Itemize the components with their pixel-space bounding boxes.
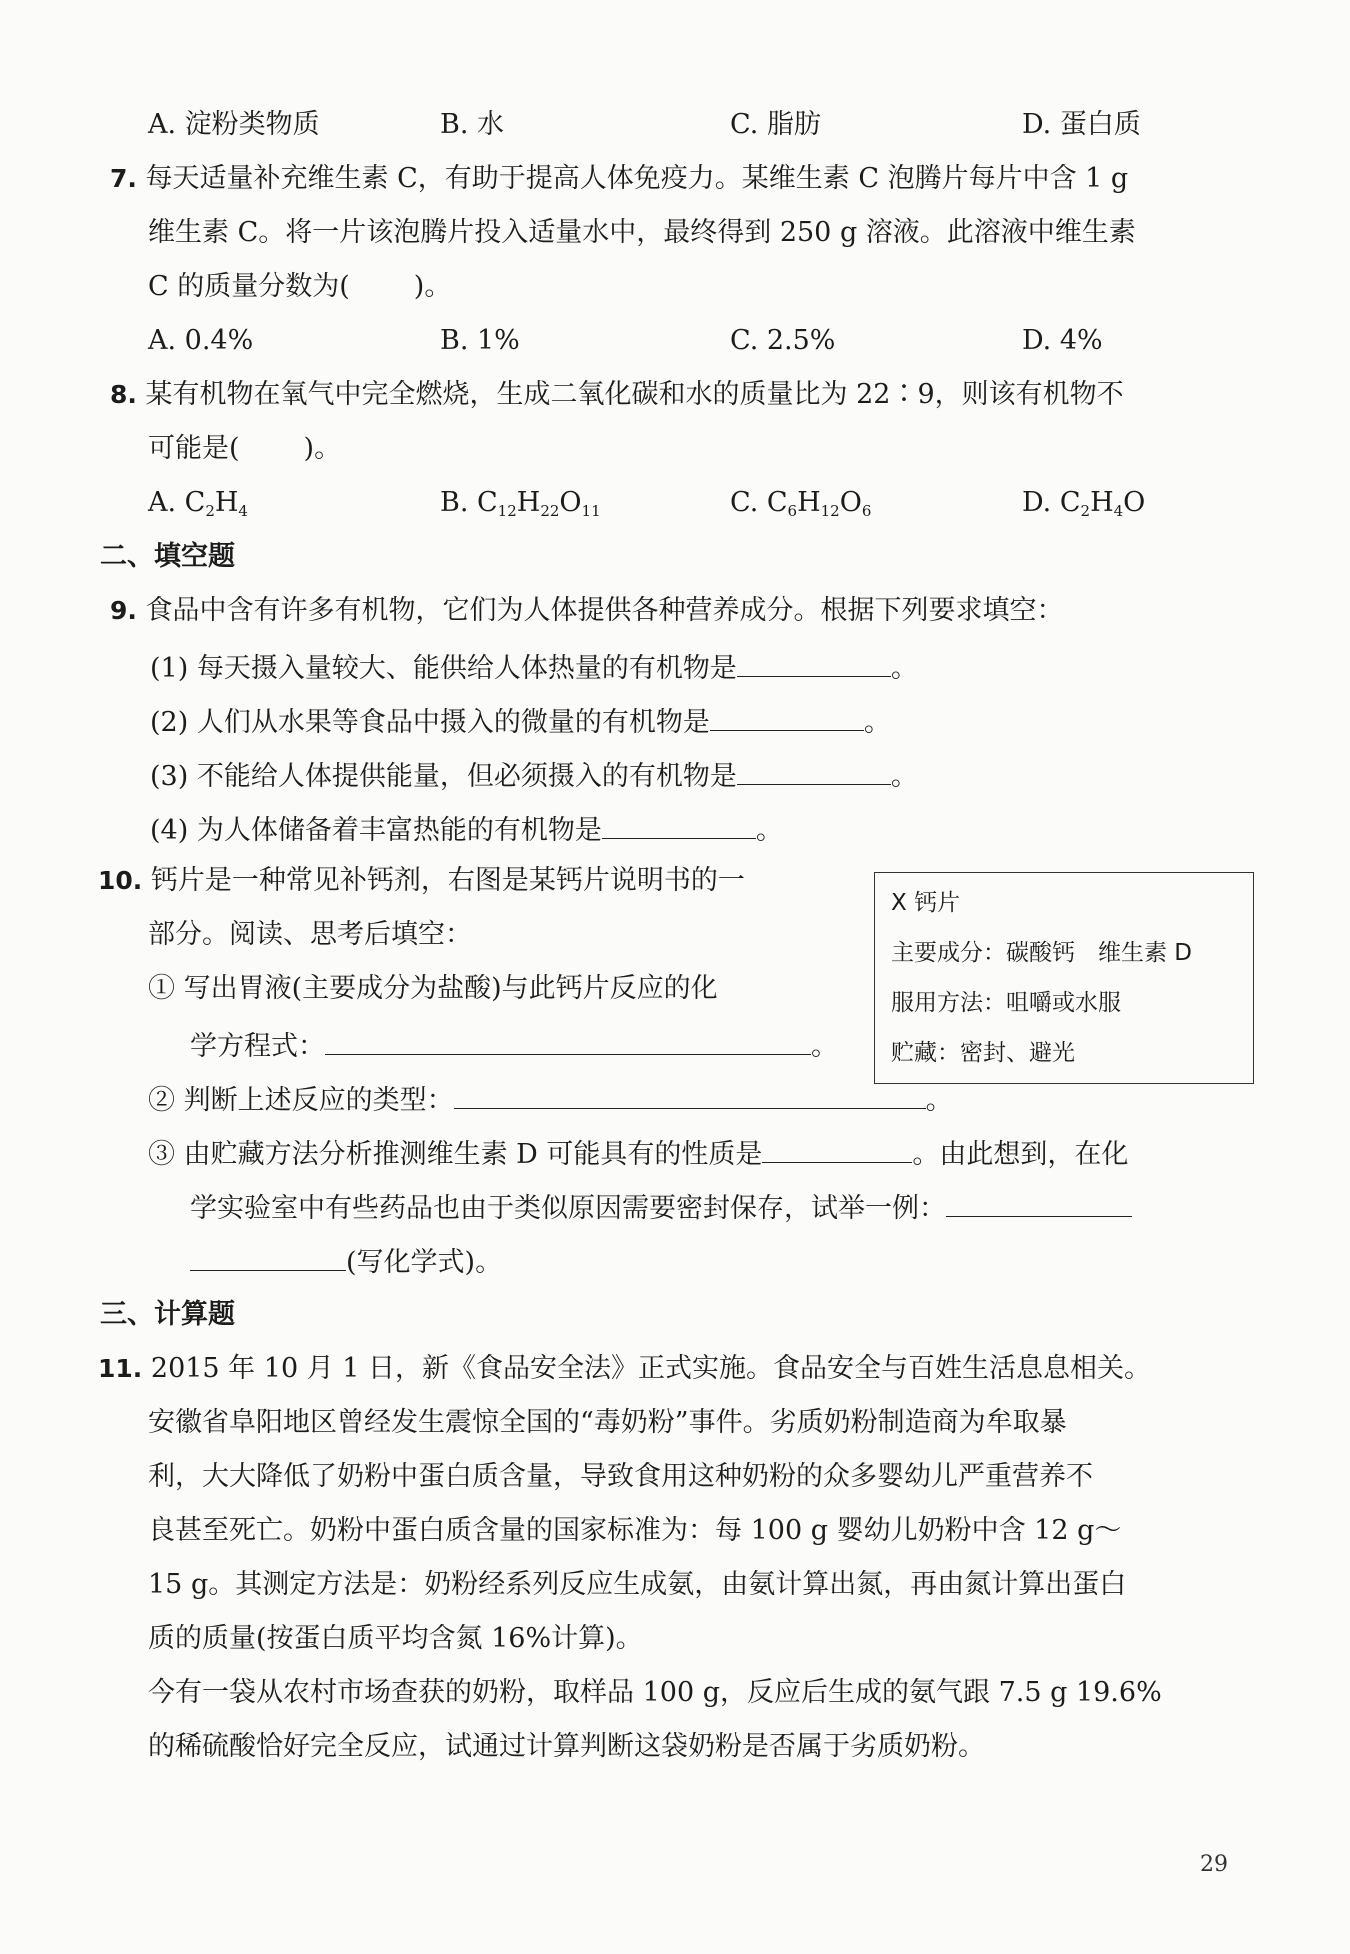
q10-item-3-text: 由贮藏方法分析推测维生素 D 可能具有的性质是 [183, 1139, 763, 1170]
q9-item-1: (1) 每天摄入量较大、能供给人体热量的有机物是 。 [150, 646, 918, 688]
box-title: X 钙片 [891, 890, 961, 916]
q10-property-blank[interactable] [762, 1132, 912, 1163]
q10-item-1-line2: 学方程式： 。 [190, 1024, 838, 1066]
q9-item-4-text: 为人体储备着丰富热能的有机物是 [196, 815, 602, 846]
q7-number: 7. [110, 164, 137, 193]
q11-text-line5: 15 g。其测定方法是：奶粉经系列反应生成氨，由氨计算出氮，再由氮计算出蛋白 [148, 1569, 1127, 1600]
q9-item-3-blank[interactable] [737, 754, 891, 785]
q9-item-4-label: (4) [150, 815, 189, 846]
q9-item-2: (2) 人们从水果等食品中摄入的微量的有机物是 。 [150, 700, 891, 742]
q7-text-line1: 每天适量补充维生素 C，有助于提高人体免疫力。某维生素 C 泡腾片每片中含 1 g [145, 163, 1129, 194]
q9-item-2-blank[interactable] [710, 700, 864, 731]
q8-option-b: B. $C_{12}H_{22}O_{11}$ [440, 487, 601, 520]
q8-text-line1: 某有机物在氧气中完全燃烧，生成二氧化碳和水的质量比为 22∶9，则该有机物不 [145, 379, 1124, 410]
q7-option-c: C. 2.5% [730, 325, 836, 356]
q8-number: 8. [110, 380, 137, 409]
q9-item-3: (3) 不能给人体提供能量，但必须摄入的有机物是 。 [150, 754, 918, 796]
q11-text-line8: 的稀硫酸恰好完全反应，试通过计算判断这袋奶粉是否属于劣质奶粉。 [148, 1731, 985, 1762]
q9-item-2-text: 人们从水果等食品中摄入的微量的有机物是 [196, 707, 710, 738]
q9-item-1-text: 每天摄入量较大、能供给人体热量的有机物是 [196, 653, 737, 684]
section-heading-calculation: 三、计算题 [100, 1299, 235, 1330]
q10-example-blank-a[interactable] [946, 1186, 1132, 1217]
q8-option-c: C. $C_6H_{12}O_6$ [730, 487, 872, 520]
q10-item-3-line1: ③ 由贮藏方法分析推测维生素 D 可能具有的性质是 。由此想到，在化 [148, 1132, 1128, 1174]
q7-line3 [148, 268, 451, 306]
q6-option-d: D. 蛋白质 [1022, 109, 1141, 140]
q11-text-line4: 良甚至死亡。奶粉中蛋白质含量的国家标准为：每 100 g 婴幼儿奶粉中含 12 g～ [148, 1515, 1122, 1546]
section-heading-fill-blank: 二、填空题 [100, 541, 235, 572]
q10-item-1-text: 写出胃液(主要成分为盐酸)与此钙片反应的化 [183, 973, 718, 1004]
q9-item-1-label: (1) [150, 653, 189, 684]
q11-text-line3: 利，大大降低了奶粉中蛋白质含量，导致食用这种奶粉的众多婴幼儿严重营养不 [148, 1461, 1093, 1492]
q10-item-2-text: 判断上述反应的类型： [183, 1085, 454, 1116]
q10-text-line1: 钙片是一种常见补钙剂，右图是某钙片说明书的一 [150, 865, 745, 896]
q8-text-line2a: 可能是( [148, 433, 240, 464]
box-ingredients: 主要成分：碳酸钙 维生素 D [891, 940, 1193, 966]
q8-option-d: D. $C_2H_4O$ [1022, 487, 1146, 520]
q10-item-2: ② 判断上述反应的类型： 。 [148, 1078, 953, 1120]
q10-item-1-label: ① [148, 973, 175, 1004]
q9-item-2-label: (2) [150, 707, 189, 738]
q7-option-a: A. 0.4% [148, 325, 254, 356]
q10-example-blank-b[interactable] [190, 1240, 346, 1271]
q10-item-3-line2: 学实验室中有些药品也由于类似原因需要密封保存，试举一例： [190, 1186, 1132, 1228]
q7-option-d: D. 4% [1022, 325, 1103, 356]
q7-line1 [110, 160, 1128, 198]
q10-item-1-line1 [148, 970, 718, 1008]
page-number: 29 [1200, 1852, 1228, 1877]
q11-line1 [98, 1350, 1151, 1388]
q10-item-3-label: ③ [148, 1139, 175, 1170]
q10-text-line2: 部分。阅读、思考后填空： [148, 919, 472, 950]
q6-option-b: B. 水 [440, 109, 505, 140]
q7-option-b: B. 1% [440, 325, 520, 356]
q11-text-line2: 安徽省阜阳地区曾经发生震惊全国的“毒奶粉”事件。劣质奶粉制造商为牟取暴 [148, 1407, 1067, 1438]
q9-stem [110, 592, 1064, 630]
box-storage: 贮藏：密封、避光 [891, 1040, 1075, 1066]
q9-item-3-text: 不能给人体提供能量，但必须摄入的有机物是 [196, 761, 737, 792]
q9-item-3-label: (3) [150, 761, 189, 792]
q9-item-1-blank[interactable] [737, 646, 891, 677]
q10-item-2-label: ② [148, 1085, 175, 1116]
q8-option-a: A. $C_2H_4$ [148, 487, 248, 520]
q11-number: 11. [98, 1354, 143, 1383]
q10-line1 [98, 862, 745, 900]
q9-number: 9. [110, 596, 137, 625]
q11-text-line6: 质的质量(按蛋白质平均含氮 16%计算)。 [148, 1623, 643, 1654]
q8-line1 [110, 376, 1124, 414]
box-usage: 服用方法：咀嚼或水服 [891, 990, 1121, 1016]
q8-text-line2b: )。 [303, 433, 342, 464]
q10-number: 10. [98, 866, 143, 895]
q10-item-3-line3: (写化学式)。 [190, 1240, 502, 1282]
q10-reaction-type-blank[interactable] [454, 1078, 926, 1109]
q9-stem-text: 食品中含有许多有机物，它们为人体提供各种营养成分。根据下列要求填空： [145, 595, 1064, 626]
q7-text-line2: 维生素 C。将一片该泡腾片投入适量水中，最终得到 250 g 溶液。此溶液中维生素 [148, 217, 1136, 248]
q7-text-line3b: )。 [413, 271, 452, 302]
q7-text-line3a: C 的质量分数为( [148, 271, 350, 302]
calcium-tablet-label-box [874, 872, 1254, 1084]
q8-line2 [148, 430, 341, 468]
q6-option-a: A. 淀粉类物质 [148, 109, 320, 140]
q6-option-c: C. 脂肪 [730, 109, 821, 140]
q11-text-line7: 今有一袋从农村市场查获的奶粉，取样品 100 g，反应后生成的氨气跟 7.5 g 19.6% [148, 1677, 1162, 1708]
q11-text-line1: 2015 年 10 月 1 日，新《食品安全法》正式实施。食品安全与百姓生活息息相关。 [150, 1353, 1152, 1384]
q10-equation-blank[interactable] [325, 1024, 811, 1055]
q9-item-4: (4) 为人体储备着丰富热能的有机物是 。 [150, 808, 783, 850]
q9-item-4-blank[interactable] [602, 808, 756, 839]
